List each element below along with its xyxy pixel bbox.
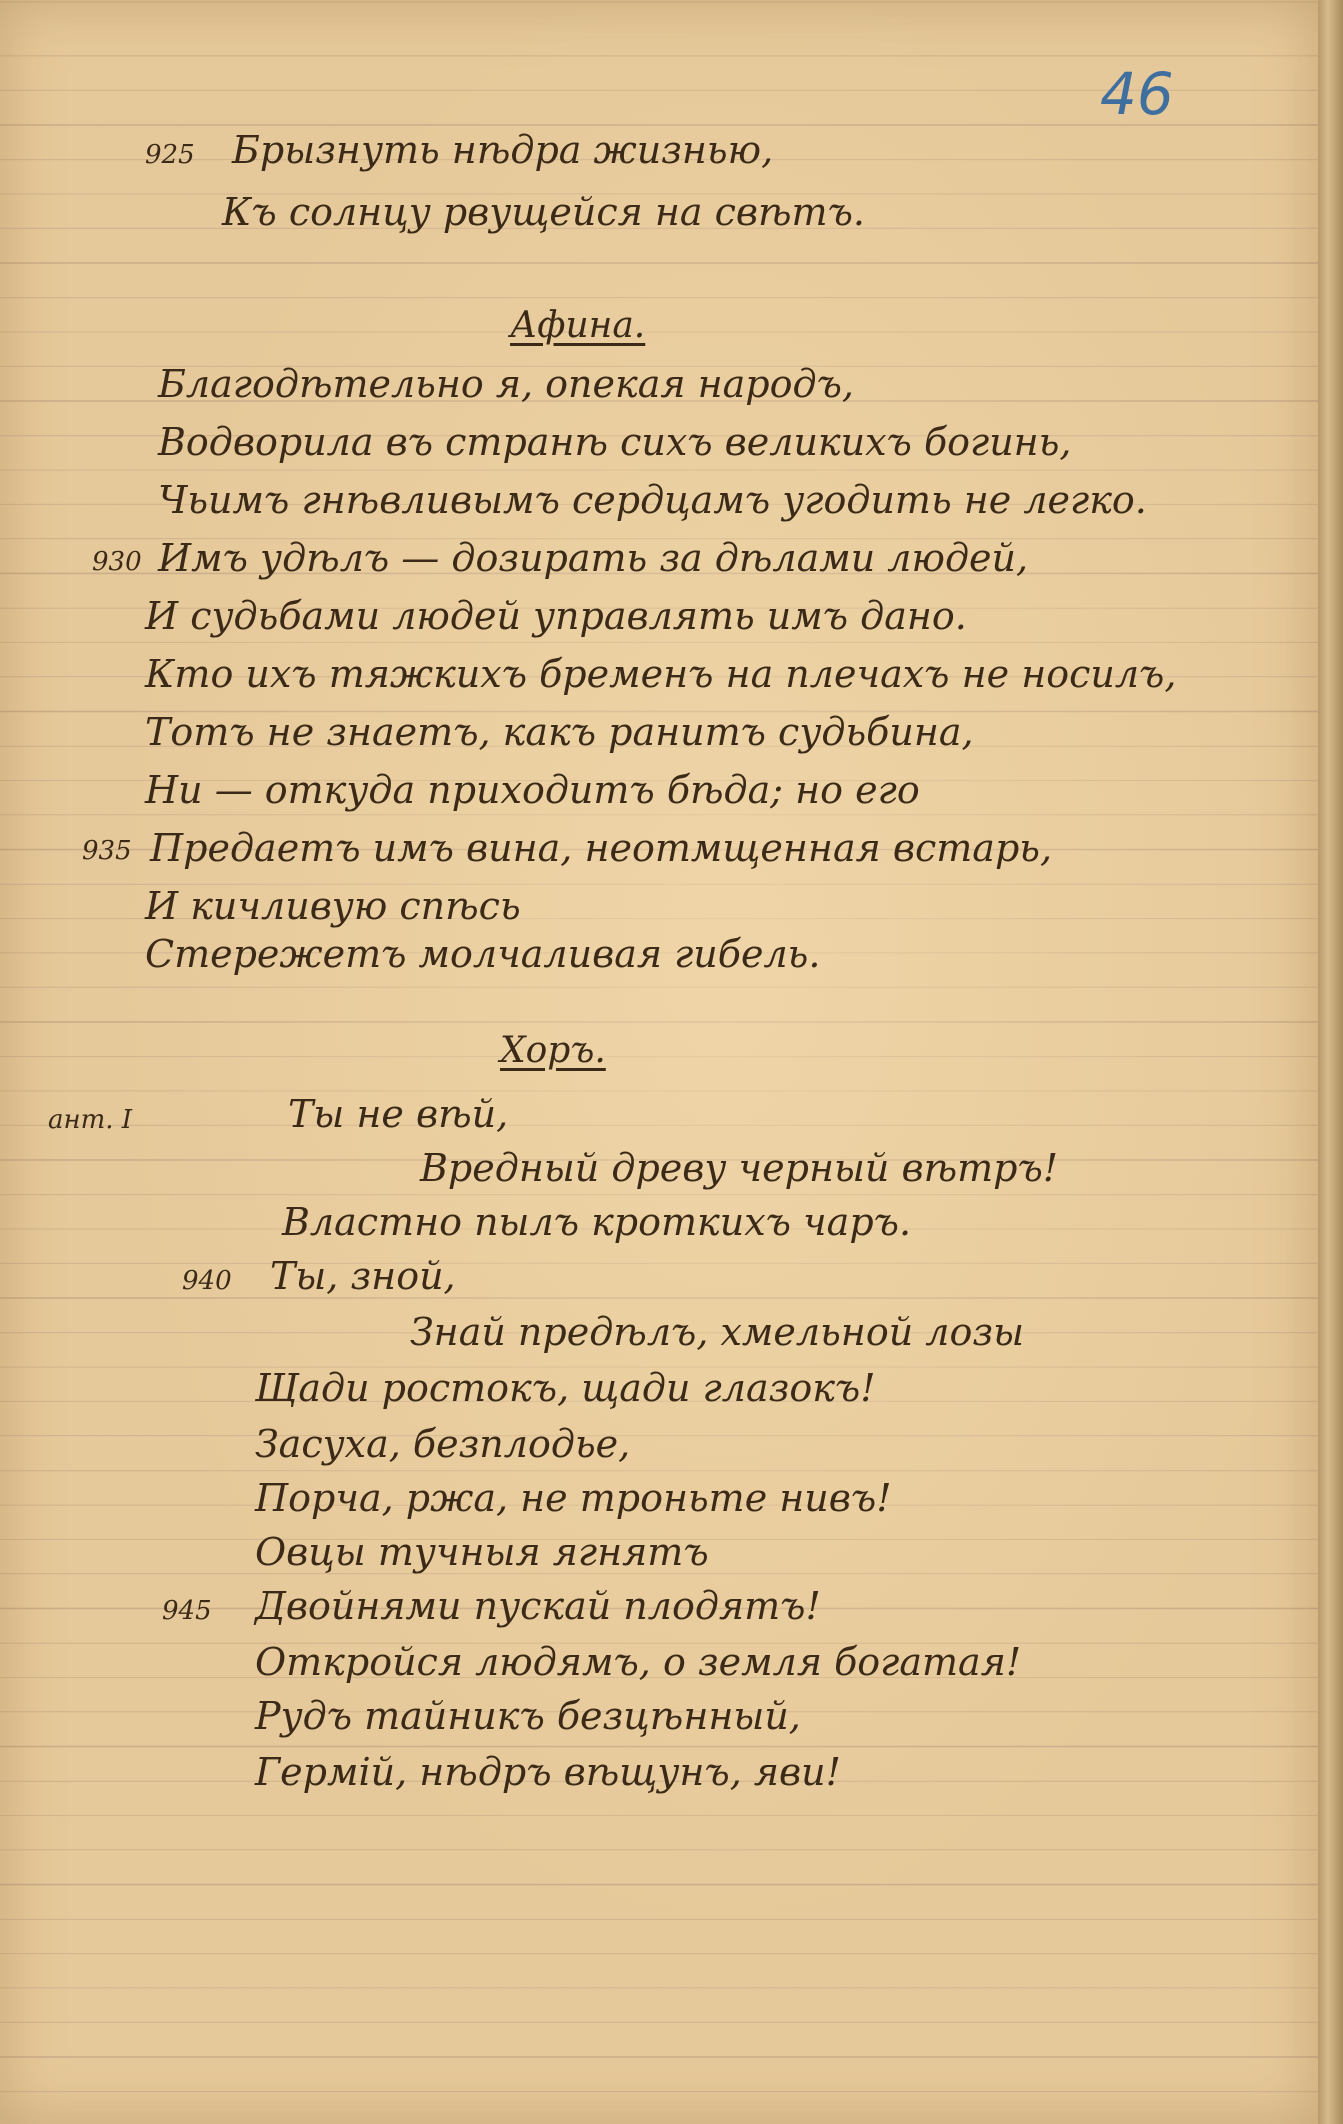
text-line: Вредный древу черный вѣтръ! [420, 1146, 1059, 1190]
text-line: И судьбами людей управлять имъ дано. [145, 594, 967, 638]
text-line: Гермій, нѣдръ вѣщунъ, яви! [255, 1750, 841, 1794]
line-number: 940 [182, 1266, 232, 1296]
text-line: И кичливую спѣсь [145, 884, 521, 928]
text-line: Рудъ тайникъ безцѣнный, [255, 1694, 801, 1738]
text-line: Ты, зной, [270, 1254, 456, 1298]
speaker-heading: Афина. [510, 305, 646, 346]
text-line: Овцы тучныя ягнятъ [255, 1530, 709, 1574]
text-line: Двойнями пускай плодятъ! [255, 1584, 821, 1628]
text-line: Благодѣтельно я, опекая народъ, [158, 362, 854, 406]
text-line: Засуха, безплодье, [255, 1422, 631, 1466]
page-edge [1318, 0, 1343, 2124]
text-line: Брызнуть нѣдра жизнью, [232, 128, 774, 172]
text-line: Къ солнцу рвущейся на свѣтъ. [222, 190, 865, 234]
text-line: Знай предѣлъ, хмельной лозы [410, 1310, 1025, 1354]
line-number: 935 [82, 836, 132, 866]
text-line: Щади ростокъ, щади глазокъ! [255, 1366, 876, 1410]
text-line: Чьимъ гнѣвливымъ сердцамъ угодить не легко. [158, 478, 1147, 522]
text-line: Порча, ржа, не троньте нивъ! [255, 1476, 892, 1520]
text-line: Тотъ не знаетъ, какъ ранитъ судьбина, [145, 710, 974, 754]
speaker-heading: Хоръ. [500, 1030, 606, 1071]
page-number: 46 [1100, 60, 1174, 128]
line-number: 925 [145, 140, 195, 170]
text-line: Откройся людямъ, о земля богатая! [255, 1640, 1022, 1684]
text-line: Предаетъ имъ вина, неотмщенная встарь, [150, 826, 1053, 870]
line-number: 945 [162, 1596, 212, 1626]
text-line: Стережетъ молчаливая гибель. [145, 932, 821, 976]
text-line: Кто ихъ тяжкихъ бременъ на плечахъ не носилъ, [145, 652, 1177, 696]
text-line: Властно пылъ кроткихъ чаръ. [282, 1200, 912, 1244]
line-number: 930 [92, 547, 142, 577]
section-label: ант. I [48, 1105, 133, 1135]
text-line: Ты не вѣй, [288, 1092, 509, 1136]
text-line: Имъ удѣлъ — дозирать за дѣлами людей, [158, 536, 1029, 580]
text-line: Ни — откуда приходитъ бѣда; но его [145, 768, 920, 812]
text-line: Водворила въ странѣ сихъ великихъ богинь, [158, 420, 1072, 464]
